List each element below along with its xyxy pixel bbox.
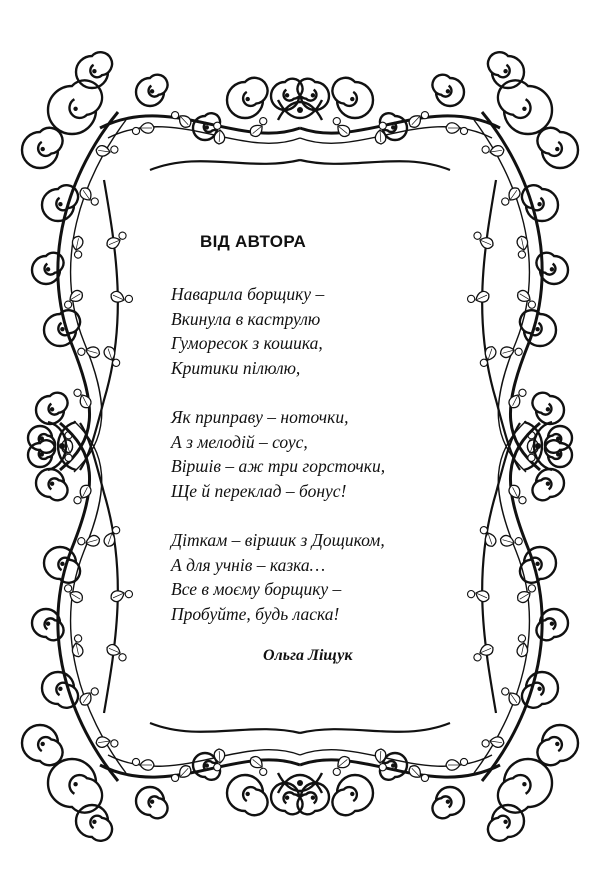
poem-line: А з мелодій – соус,: [171, 431, 308, 452]
poem-line: Вкинула в каструлю: [171, 308, 321, 329]
page-title: ВІД АВТОРА: [200, 232, 307, 251]
poem-line: Критики пілюлю,: [171, 357, 301, 378]
poem-line: Все в моєму борщику –: [171, 579, 342, 600]
poem-line: Діткам – віршик з Дощиком,: [171, 529, 385, 550]
frame-center-ornament: [278, 773, 322, 793]
poem: [171, 282, 451, 651]
poem-line: Ще й переклад – бонус!: [171, 480, 347, 501]
poem-line: Як приправу – ноточки,: [171, 406, 349, 427]
frame-center-ornament: [278, 100, 322, 120]
author-signature: Ольга Ліщук: [263, 647, 353, 664]
poem-line: Віршів – аж три горсточки,: [171, 456, 386, 477]
stanza-2: [171, 405, 451, 503]
stanza-3: [171, 528, 451, 626]
poem-line: А для учнів – казка…: [171, 554, 326, 575]
poem-line: Гуморесок з кошика,: [171, 333, 323, 354]
poem-line: Пробуйте, будь ласка!: [171, 603, 340, 624]
stanza-1: [171, 282, 451, 380]
poem-line: Наварила борщику –: [171, 284, 325, 304]
